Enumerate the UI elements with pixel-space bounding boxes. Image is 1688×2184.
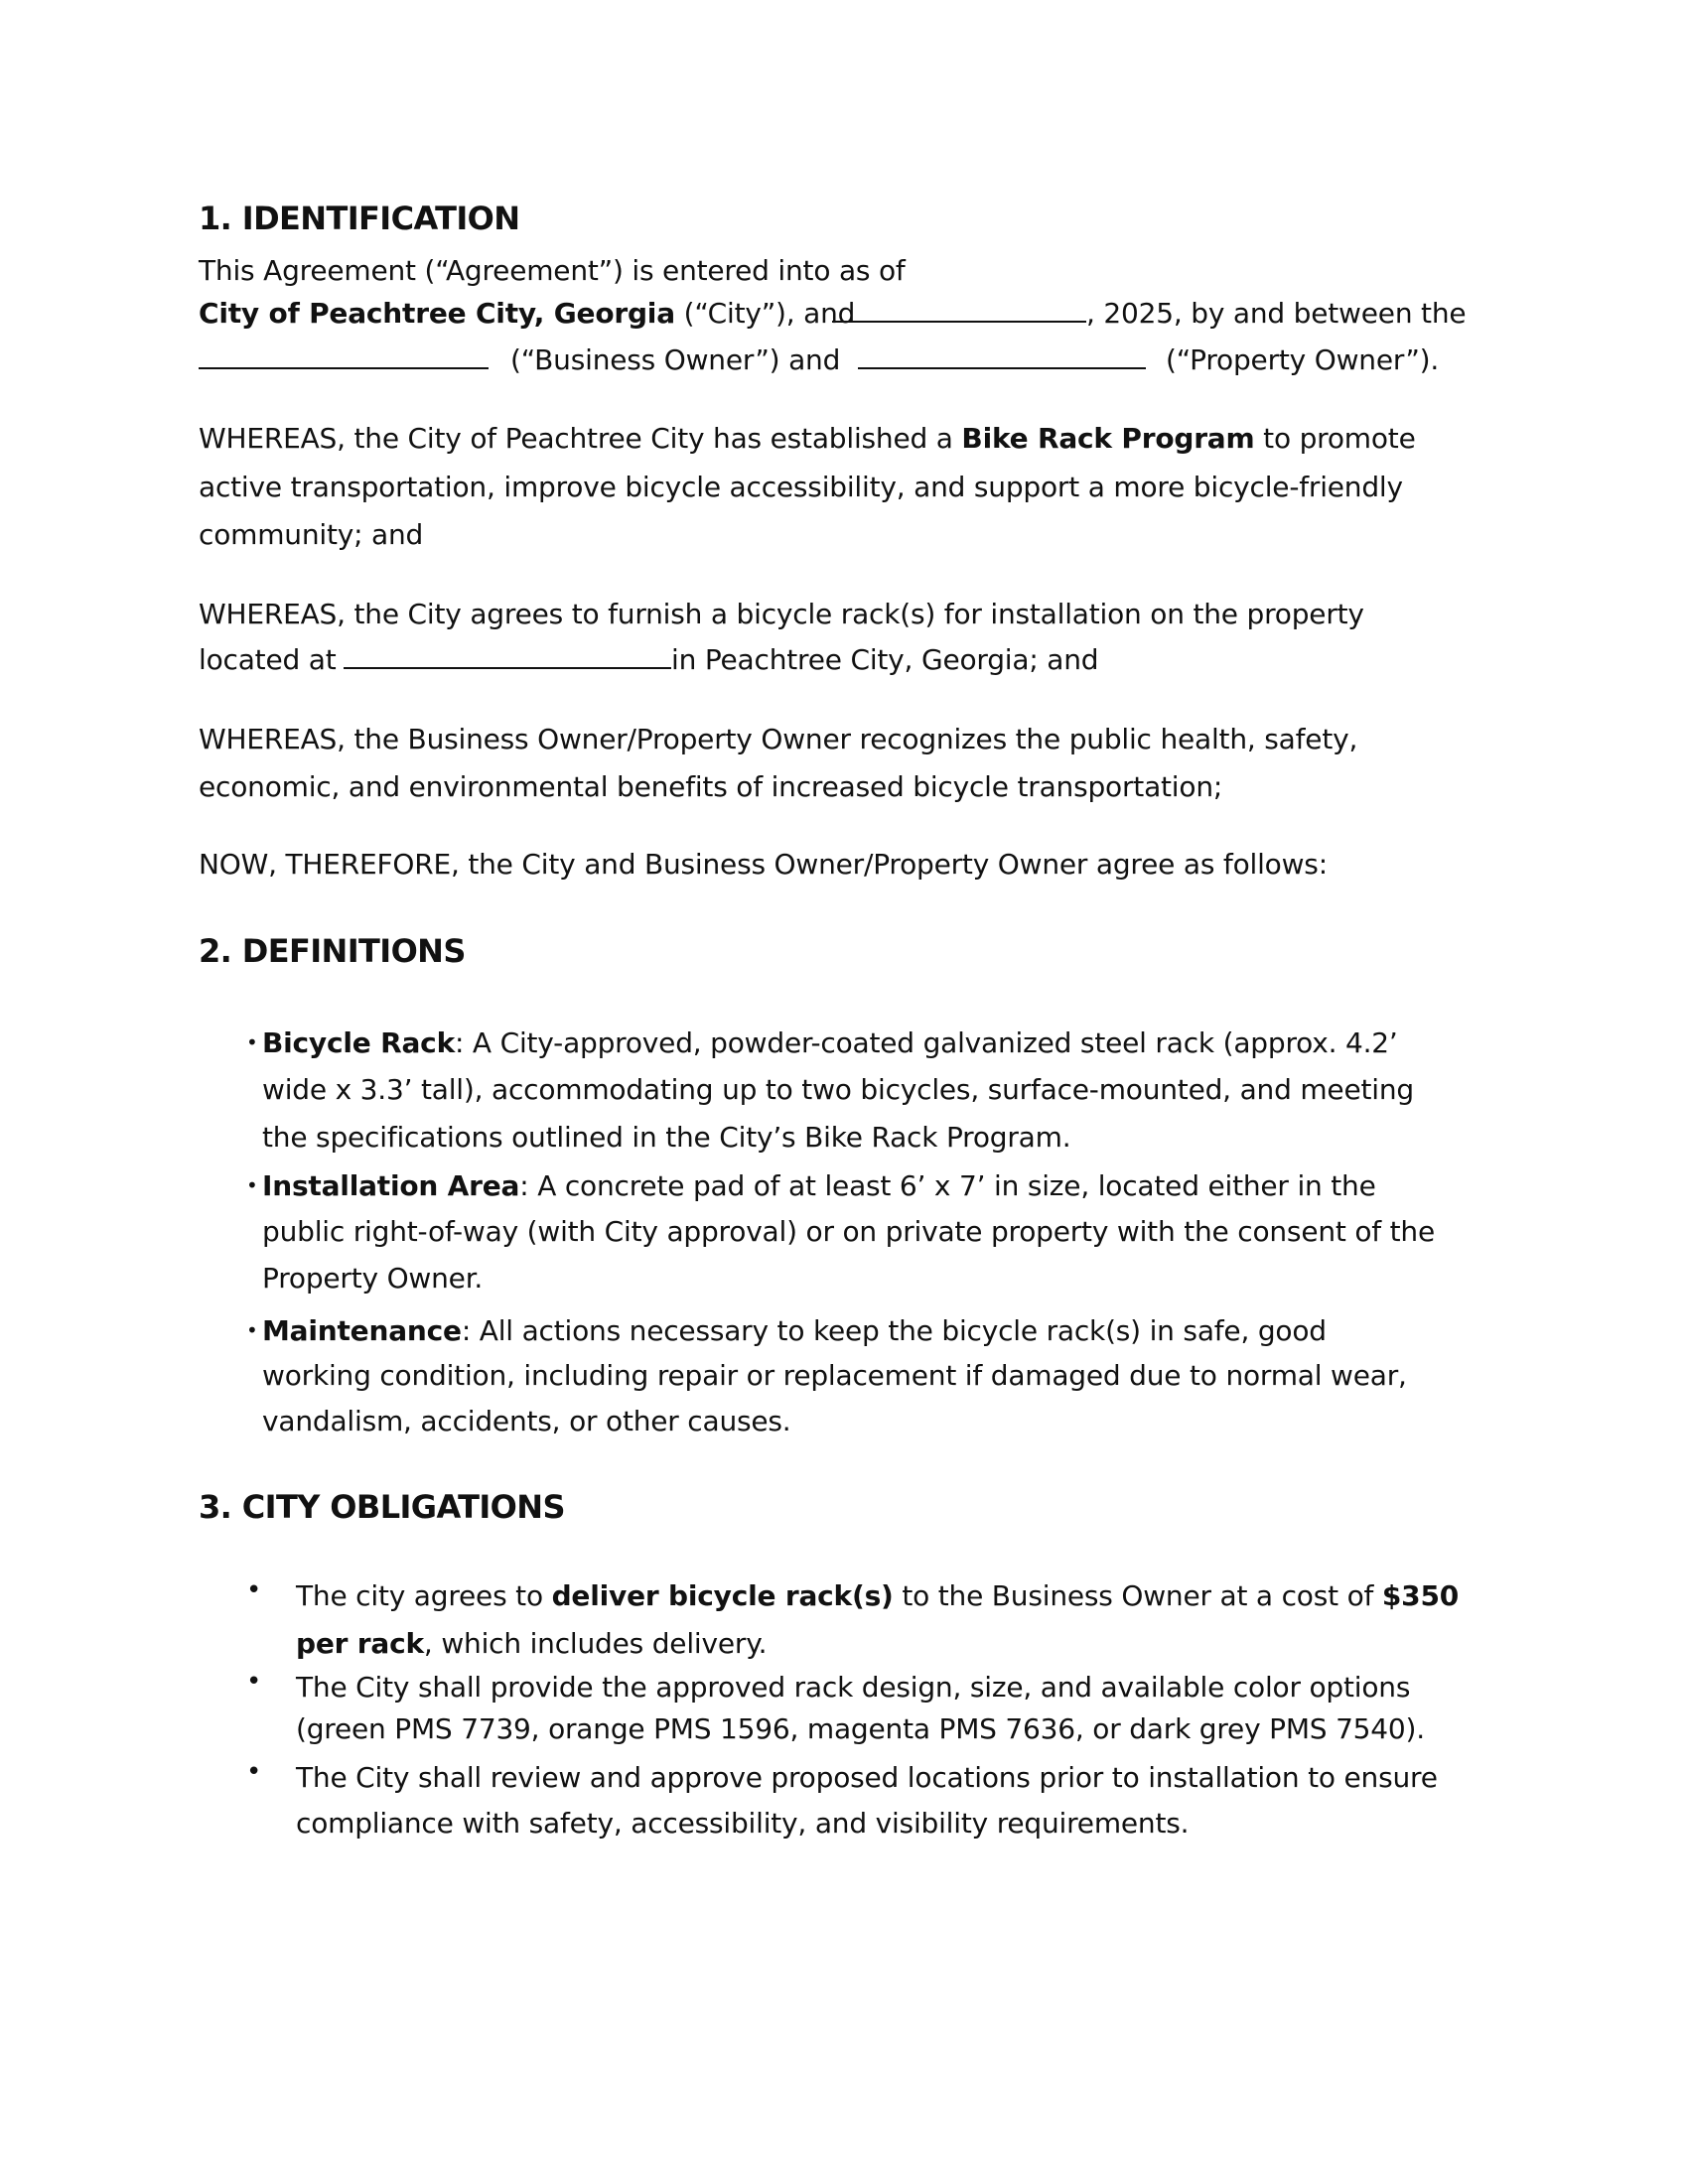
- date-suffix: , 2025, by and between the: [1086, 297, 1467, 330]
- definition-bicycle-rack-line-1: [262, 1024, 1398, 1063]
- whereas-3-line-1: WHEREAS, the Business Owner/Property Owner recognizes the public health, safety,: [199, 723, 1358, 755]
- definition-term: Installation Area: [262, 1169, 520, 1202]
- whereas-2-located-label: located at: [199, 643, 337, 676]
- obligation-1-text-a: The city agrees to: [296, 1579, 552, 1612]
- bullet-icon: •: [246, 1173, 258, 1197]
- whereas-1-line-2: active transportation, improve bicycle accessibility, and support a more bicycle-friendly: [199, 471, 1403, 503]
- address-blank[interactable]: [344, 641, 671, 669]
- section-heading-identification: 1. IDENTIFICATION: [199, 200, 520, 237]
- definition-bicycle-rack-line-3: the specifications outlined in the City’s Bike Rack Program.: [262, 1121, 1071, 1154]
- definition-maintenance-line-1: [262, 1311, 1327, 1351]
- obligation-3-line-1: The City shall review and approve proposed locations prior to installation to ensure: [296, 1761, 1438, 1794]
- obligation-2-line-1: The City shall provide the approved rack design, size, and available color options: [296, 1671, 1411, 1704]
- definition-bicycle-rack-line-2: wide x 3.3’ tall), accommodating up to two bicycles, surface-mounted, and meeting: [262, 1073, 1414, 1106]
- property-owner-line: [858, 341, 1146, 380]
- party-city-name: City of Peachtree City, Georgia: [199, 297, 675, 330]
- owners-line: [199, 341, 489, 380]
- whereas-2-rest: in Peachtree City, Georgia; and: [671, 643, 1099, 676]
- whereas-3-line-2: economic, and environmental benefits of increased bicycle transportation;: [199, 770, 1223, 803]
- whereas-1-line-3: community; and: [199, 518, 424, 551]
- bullet-icon: •: [246, 1667, 262, 1697]
- definition-term: Maintenance: [262, 1314, 462, 1347]
- definition-maintenance-line-2: working condition, including repair or replacement if damaged due to normal wear,: [262, 1359, 1407, 1392]
- party-city-label: (“City”), and: [674, 297, 856, 330]
- definition-term: Bicycle Rack: [262, 1026, 455, 1059]
- section-heading-city-obligations: 3. CITY OBLIGATIONS: [199, 1488, 565, 1526]
- whereas-2-address-line: [344, 640, 1098, 680]
- obligation-1-line-2: [296, 1624, 767, 1664]
- definition-installation-area-line-3: Property Owner.: [262, 1262, 484, 1295]
- obligation-2-line-2: (green PMS 7739, orange PMS 1596, magenta PMS 7636, or dark grey PMS 7540).: [296, 1712, 1425, 1745]
- whereas-1-text-b: to promote: [1254, 422, 1416, 455]
- section-heading-definitions: 2. DEFINITIONS: [199, 932, 466, 970]
- obligation-1-bold-deliver: deliver bicycle rack(s): [551, 1579, 894, 1612]
- obligation-1-bold-per-rack: per rack: [296, 1627, 424, 1660]
- business-owner-label: (“Business Owner”) and: [510, 343, 841, 376]
- bullet-icon: •: [246, 1030, 258, 1054]
- obligation-1-text-c: , which includes delivery.: [423, 1627, 768, 1660]
- bullet-icon: •: [246, 1318, 258, 1342]
- obligation-1-text-b: to the Business Owner at a cost of: [893, 1579, 1382, 1612]
- agreement-intro-line: This Agreement (“Agreement”) is entered into as of: [199, 254, 906, 287]
- definition-text: : All actions necessary to keep the bicycle rack(s) in safe, good: [461, 1314, 1327, 1347]
- bullet-icon: •: [246, 1575, 262, 1605]
- bullet-icon: •: [246, 1757, 262, 1787]
- bike-rack-program-term: Bike Rack Program: [961, 422, 1255, 455]
- definition-maintenance-line-3: vandalism, accidents, or other causes.: [262, 1405, 791, 1437]
- definition-text: : A concrete pad of at least 6’ x 7’ in size, located either in the: [519, 1169, 1376, 1202]
- obligation-3-line-2: compliance with safety, accessibility, and visibility requirements.: [296, 1807, 1190, 1840]
- date-line: [832, 294, 1466, 334]
- property-owner-label: (“Property Owner”).: [1166, 343, 1440, 376]
- whereas-1-text-a: WHEREAS, the City of Peachtree City has established a: [199, 422, 962, 455]
- party-city-line: [199, 294, 855, 334]
- business-owner-blank[interactable]: [199, 341, 489, 369]
- date-blank[interactable]: [832, 295, 1086, 323]
- definition-text: : A City-approved, powder-coated galvanized steel rack (approx. 4.2’: [455, 1026, 1398, 1059]
- whereas-2-line-1: WHEREAS, the City agrees to furnish a bicycle rack(s) for installation on the property: [199, 598, 1364, 630]
- definition-installation-area-line-1: [262, 1166, 1376, 1206]
- definition-installation-area-line-2: public right-of-way (with City approval) or on private property with the consent of the: [262, 1215, 1436, 1248]
- obligation-1-line-1: [296, 1576, 1459, 1616]
- whereas-1-line-1: [199, 419, 1416, 459]
- now-therefore-line: NOW, THEREFORE, the City and Business Owner/Property Owner agree as follows:: [199, 848, 1328, 881]
- obligation-1-bold-cost: $350: [1381, 1579, 1460, 1612]
- property-owner-blank[interactable]: [858, 341, 1146, 369]
